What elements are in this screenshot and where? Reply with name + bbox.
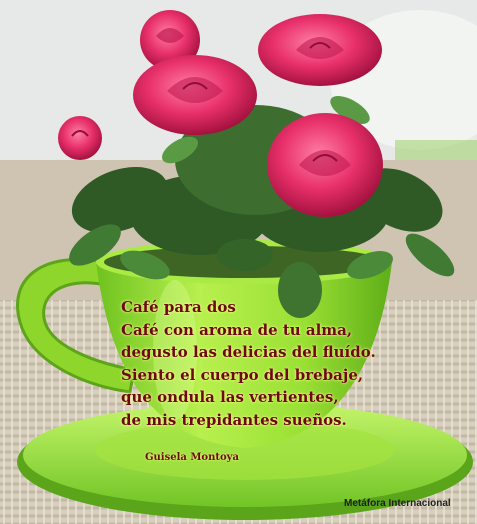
poem-line: Café para dos: [121, 298, 236, 316]
poem-line: Café con aroma de tu alma,: [121, 320, 353, 339]
credit-watermark: Metáfora Internacional: [344, 498, 451, 509]
poem-line: que ondula las vertientes,: [121, 388, 339, 406]
poem: [121, 296, 376, 431]
poem-line: degusto las delicias del fluído.: [121, 343, 376, 361]
poem-line: de mis trepidantes sueños.: [121, 410, 347, 429]
poem-line: Siento el cuerpo del brebaje,: [121, 365, 364, 384]
poem-author: Guisela Montoya: [145, 452, 239, 463]
